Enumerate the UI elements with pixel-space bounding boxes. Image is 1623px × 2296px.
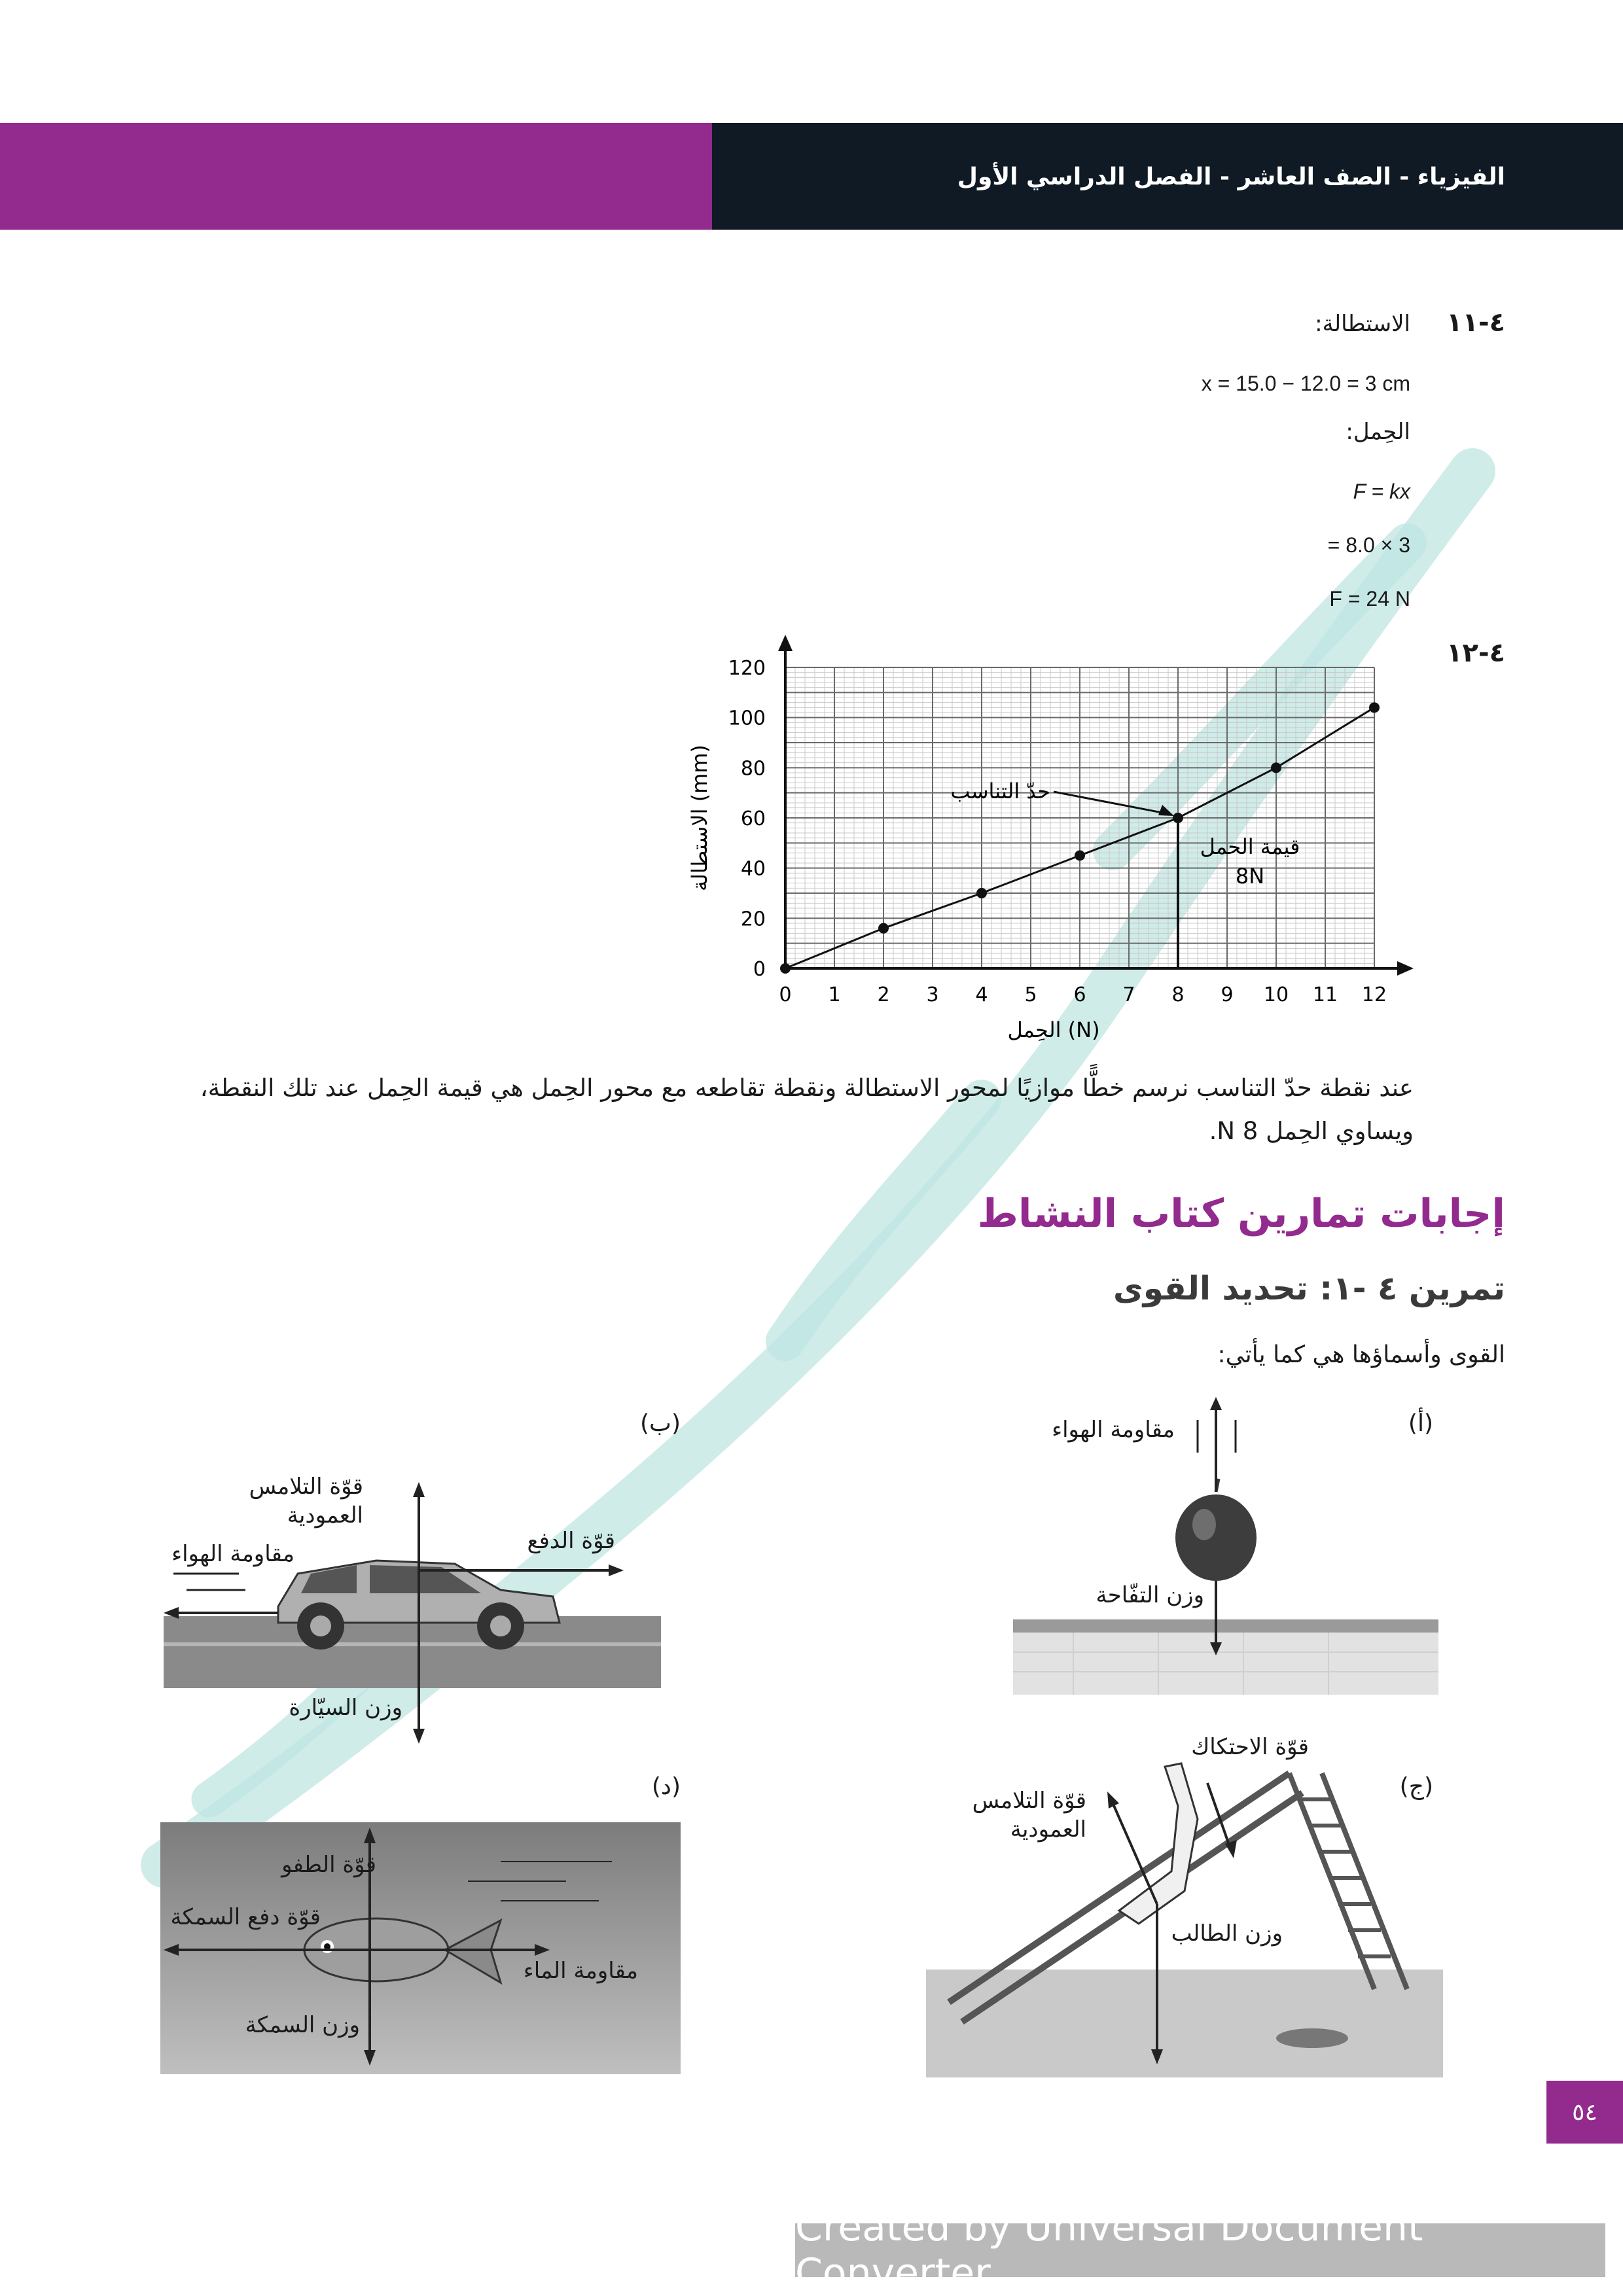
load-label: الحِمل:	[1346, 419, 1410, 445]
y-tick-label: 0	[753, 958, 766, 981]
fish-figure	[160, 1822, 681, 2074]
x-tick-label: 7	[1122, 983, 1135, 1006]
elongation-load-chart	[654, 628, 1440, 1060]
elongation-label: الاستطالة:	[1315, 311, 1410, 337]
x-tick-label: 12	[1361, 983, 1387, 1006]
figure-b-thrust: قوّة الدفع	[527, 1528, 615, 1554]
figure-c-friction: قوّة الاحتكاك	[1191, 1734, 1309, 1760]
x-tick-label: 2	[877, 983, 890, 1006]
data-point	[878, 923, 889, 934]
x-axis-label: الحِمل (N)	[1007, 1017, 1100, 1042]
figure-d-water-resistance: مقاومة الماء	[523, 1958, 638, 1984]
section-title: إجابات تمارين كتاب النشاط	[977, 1191, 1505, 1237]
data-point	[1271, 762, 1281, 773]
y-tick-label: 20	[740, 908, 766, 931]
x-tick-label: 1	[828, 983, 841, 1006]
figure-b-letter: (ب)	[640, 1410, 681, 1437]
x-tick-label: 5	[1024, 983, 1037, 1006]
figure-b-car-weight: وزن السيّارة	[289, 1695, 402, 1721]
result-equation: F = 24 N	[1329, 587, 1410, 610]
load-value: 8N	[1235, 864, 1265, 889]
load-value-label: قيمة الحمل	[1200, 834, 1300, 859]
y-axis-label: الاستطالة (mm)	[687, 745, 712, 891]
x-ticks	[779, 983, 1387, 1006]
x-tick-label: 9	[1221, 983, 1234, 1006]
figure-a-air-resistance: مقاومة الهواء	[1052, 1417, 1175, 1443]
x-tick-label: 8	[1171, 983, 1185, 1006]
figure-c-normal-force: قوّة التلامس العمودية	[972, 1788, 1086, 1843]
x-axis-arrow	[1397, 961, 1414, 976]
y-tick-label: 120	[728, 657, 766, 680]
data-point	[1369, 702, 1380, 713]
elongation-equation: x = 15.0 − 12.0 = 3 cm	[1201, 372, 1410, 395]
hooke-equation: F = kx	[1353, 480, 1410, 503]
y-tick-label: 60	[740, 807, 766, 830]
question-number-12: ٤-١٢	[1446, 638, 1505, 668]
car-figure	[160, 1466, 664, 1747]
y-tick-label: 80	[740, 757, 766, 781]
figure-a-apple-weight: وزن التفّاحة	[1096, 1582, 1204, 1608]
explanation-line-1: عند نقطة حدّ التناسب نرسم خطًّا موازيًا لمحور الاستطالة ونقطة تقاطعه مع محور الحِمل هي قيمة الحِمل عند تلك النقطة،	[200, 1074, 1414, 1102]
converter-footer: Created by Universal Document Converter	[795, 2223, 1605, 2277]
x-tick-label: 6	[1073, 983, 1086, 1006]
question-number-11: ٤-١١	[1446, 308, 1505, 338]
figure-c-student-weight: وزن الطالب	[1171, 1920, 1283, 1947]
header-accent-bar	[0, 123, 712, 230]
y-axis-arrow	[778, 635, 793, 651]
page-number: ٥٤	[1546, 2081, 1623, 2144]
x-tick-label: 11	[1312, 983, 1338, 1006]
limit-of-proportionality-label: حدّ التناسب	[950, 779, 1050, 804]
figure-b-air-resistance: مقاومة الهواء	[171, 1541, 294, 1567]
x-tick-label: 3	[926, 983, 939, 1006]
figure-c-letter: (ج)	[1399, 1773, 1433, 1800]
slide-figure	[923, 1727, 1446, 2081]
figure-d-letter: (د)	[651, 1773, 681, 1800]
exercise-title: تمرين ٤ -١: تحديد القوى	[1113, 1269, 1505, 1307]
limit-arrowhead	[1158, 805, 1174, 816]
data-point	[780, 963, 791, 974]
y-ticks	[728, 657, 766, 981]
explanation-line-2: ويساوي الحِمل 8 N.	[1209, 1117, 1414, 1145]
substitution-equation: = 8.0 × 3	[1327, 533, 1410, 557]
x-tick-label: 4	[975, 983, 988, 1006]
data-point	[1075, 851, 1085, 861]
header-title: الفيزياء - الصف العاشر - الفصل الدراسي الأول	[957, 164, 1505, 190]
figure-a-letter: (أ)	[1408, 1410, 1433, 1437]
figure-b-normal-force: قوّة التلامس العمودية	[249, 1474, 363, 1528]
y-tick-label: 100	[728, 707, 766, 730]
figure-d-thrust: قوّة دفع السمكة	[170, 1904, 321, 1930]
intro-text: القوى وأسماؤها هي كما يأتي:	[1217, 1341, 1505, 1368]
x-tick-label: 10	[1263, 983, 1289, 1006]
data-point	[976, 888, 987, 898]
y-tick-label: 40	[740, 857, 766, 881]
x-tick-label: 0	[779, 983, 792, 1006]
figure-d-buoyancy: قوّة الطفو	[281, 1852, 376, 1878]
figure-d-fish-weight: وزن السمكة	[245, 2012, 360, 2038]
